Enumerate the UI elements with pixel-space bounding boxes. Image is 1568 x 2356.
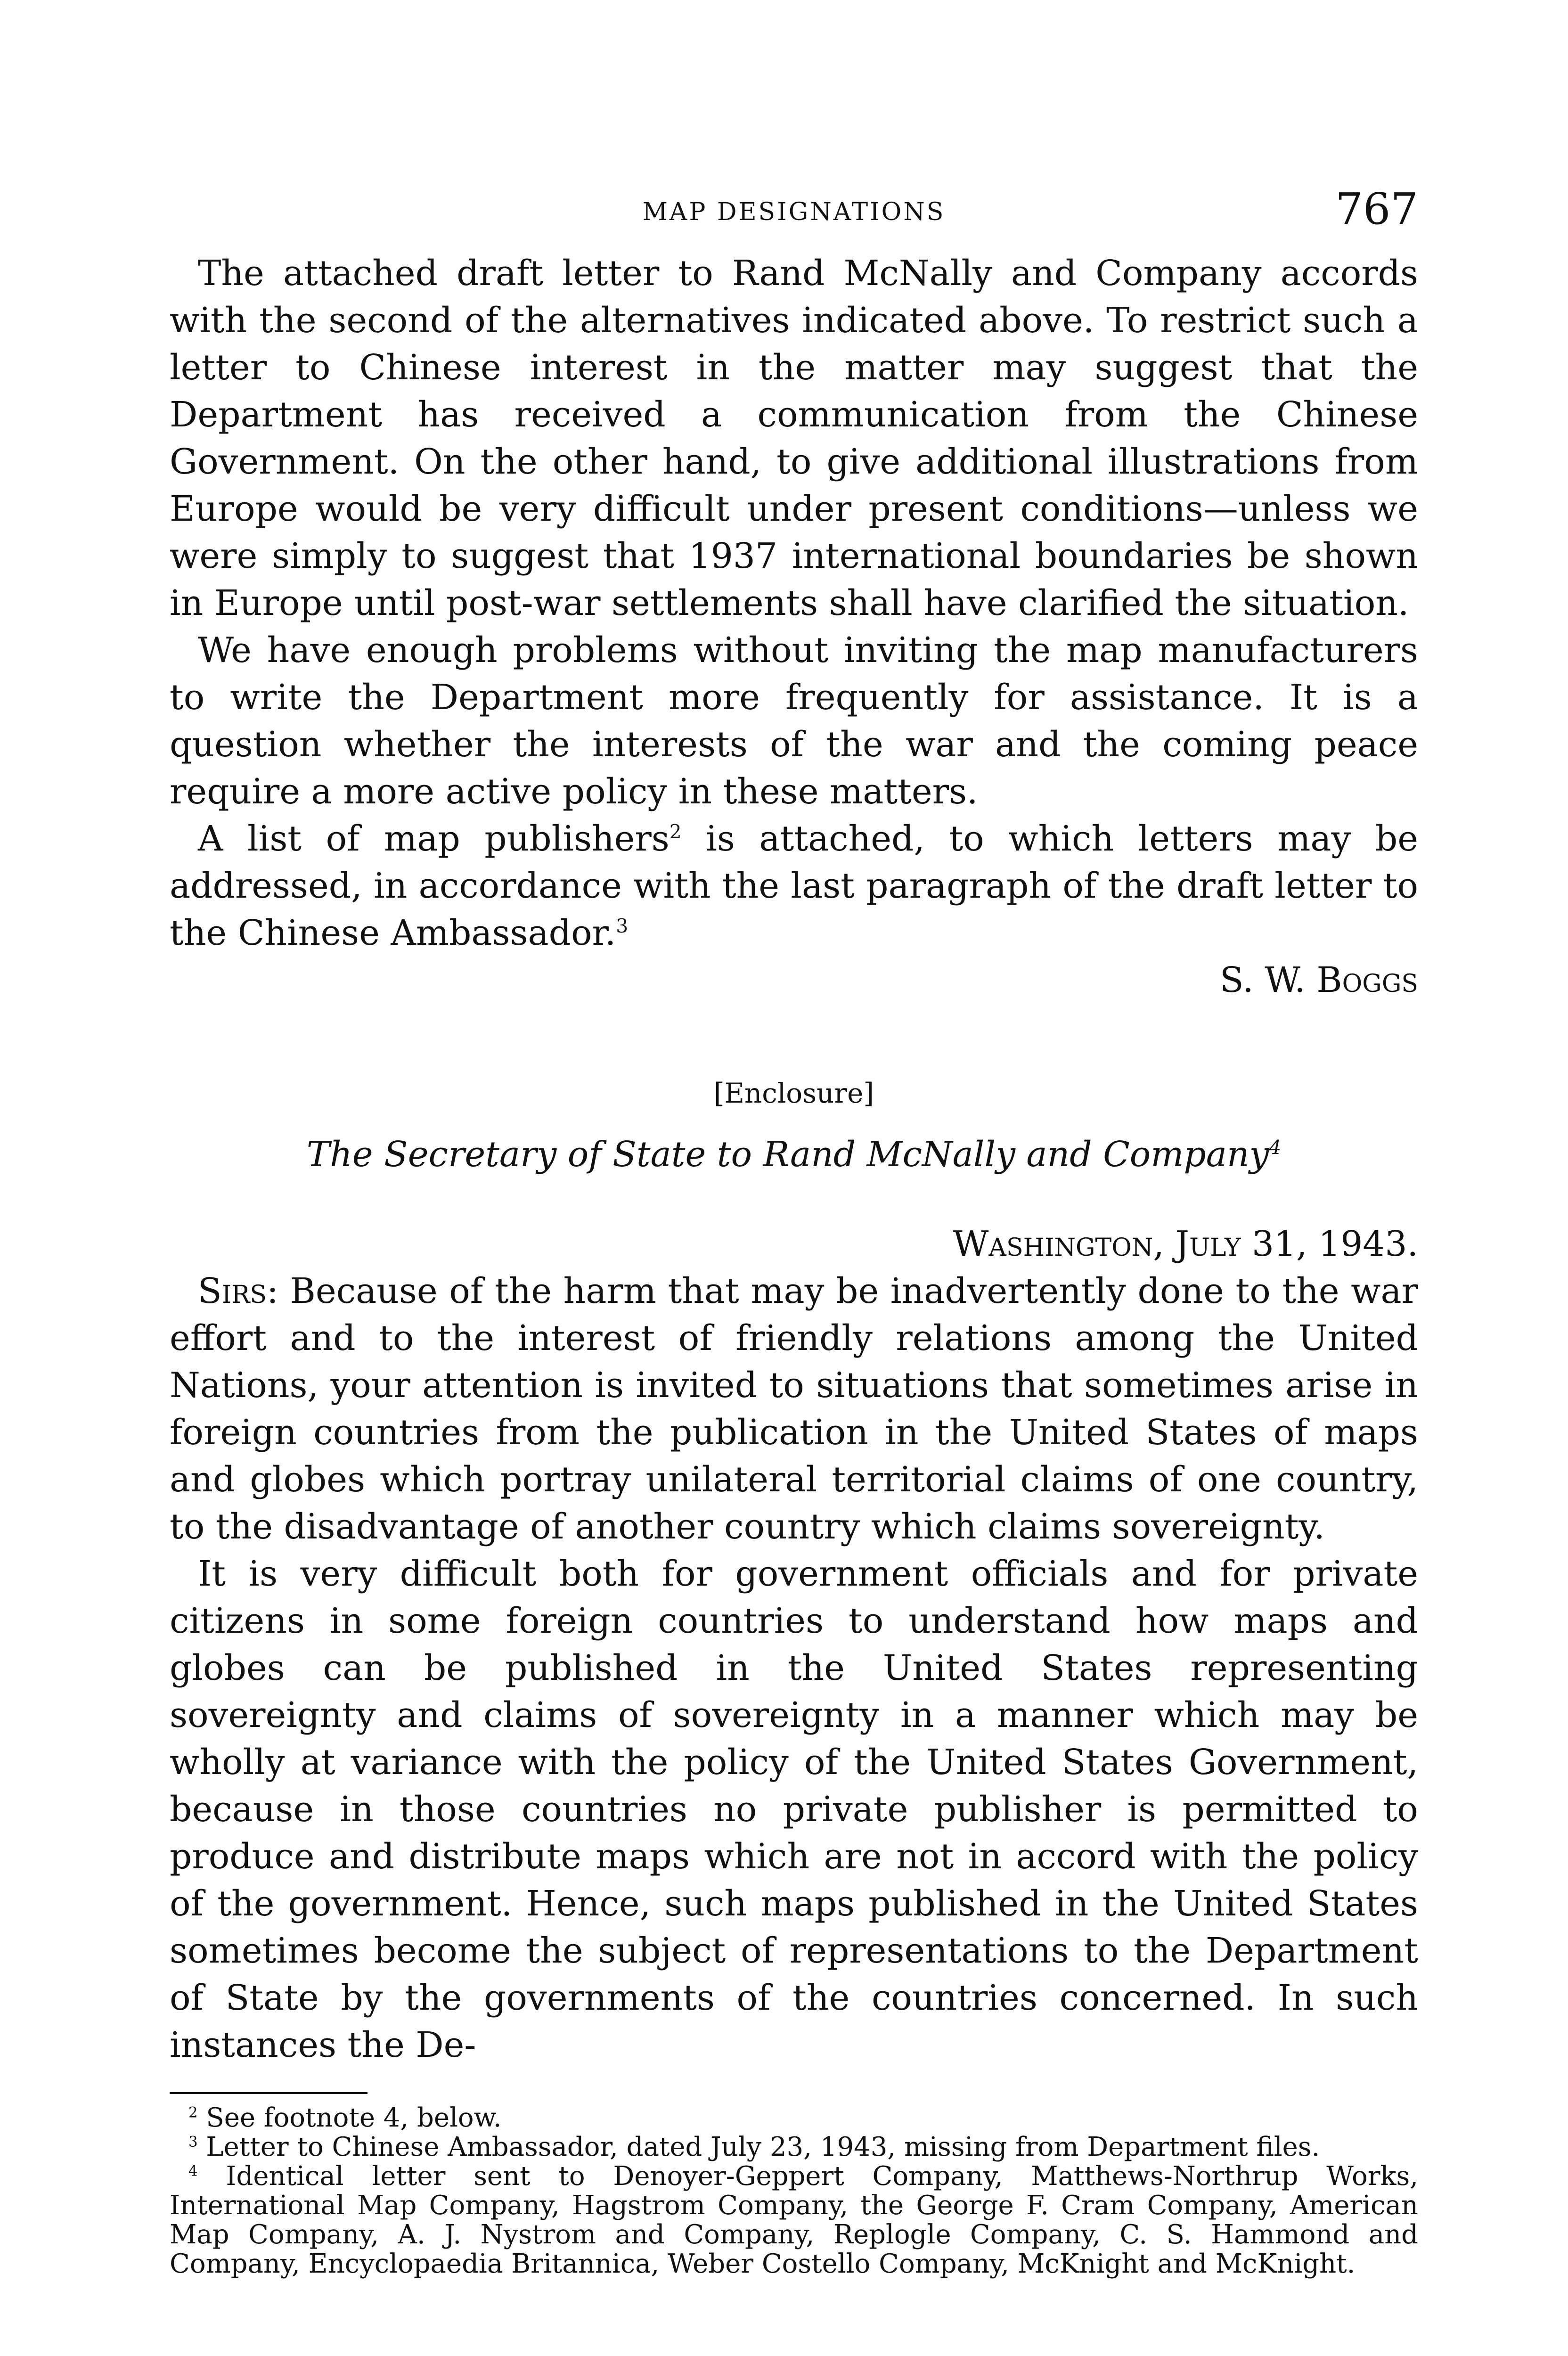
footnotes (170, 2103, 1418, 2279)
memo-paragraph-3-part1: A list of map publishers (198, 818, 670, 859)
footnote-ref-3: 3 (616, 915, 629, 938)
dateline: Washington, July 31, 1943. (953, 1224, 1418, 1264)
footnote-2 (170, 2103, 1418, 2133)
signature: S. W. Boggs (1220, 960, 1418, 1000)
letter-paragraph-1-text: : Because of the harm that may be inadvertently done to the war effort and to the interest of friendly relations among the United Nations, your attention is invited to situations that sometimes arise in foreign countries from the publication in the United States of maps and globes which portray unilateral territorial claims of one country, to the disadvantage of another country which claims sovereignty. (170, 1271, 1418, 1547)
footnote-3-number: 3 (188, 2133, 198, 2151)
footnote-3-text: Letter to Chinese Ambassador, dated July 23, 1943, missing from Department files. (206, 2132, 1320, 2162)
running-title: MAP DESIGNATIONS (642, 198, 946, 226)
memo-paragraph-2: We have enough problems without inviting the map manufacturers to write the Department more frequently for assistance. It is a question whether the interests of the war and the coming peace require a more active policy in these matters. (170, 630, 1418, 812)
document-page (170, 179, 1418, 2279)
letter-paragraph-1 (170, 1268, 1418, 1550)
memo-body (170, 250, 1418, 957)
memo-paragraph-1: The attached draft letter to Rand McNally and Company accords with the second of the alternatives indicated above. To restrict such a letter to Chinese interest in the matter may suggest that the Department has received a communication from the Chinese Government. On the other hand, to give additional illustrations from Europe would be very difficult under present conditions—unless we were simply to suggest that 1937 international boundaries be shown in Europe until post-war settlements shall have clarified the situation. (170, 253, 1418, 623)
enclosure-label: [Enclosure] (713, 1077, 874, 1109)
footnote-2-text: See footnote 4, below. (206, 2102, 502, 2133)
letter-title (170, 1131, 1418, 1178)
running-header (170, 179, 1418, 236)
footnote-2-number: 2 (188, 2104, 198, 2121)
footnote-3 (170, 2133, 1418, 2162)
letter-body (170, 1268, 1418, 2069)
memo-paragraph-3-part2: is attached, to which letters may be addressed, in accordance with the last paragraph of the draft letter to the Chinese Ambassador. (170, 818, 1419, 953)
letter-paragraph-2: It is very difficult both for government officials and for private citizens in some foreign countries to understand how maps and globes can be published in the United States representing sovereignty and claims of sovereignty in a manner which may be wholly at variance with the policy of the United States Government, because in those countries no private publisher is permitted to produce and distribute maps which are not in accord with the policy of the government. Hence, such maps published in the United States sometimes become the subject of representations to the Department of State by the governments of the countries concerned. In such instances the De- (170, 1554, 1418, 2065)
footnote-4-number: 4 (188, 2162, 198, 2180)
footnote-ref-2: 2 (669, 820, 682, 843)
footnote-divider (170, 2092, 368, 2094)
page-number: 767 (1335, 184, 1418, 234)
footnote-4 (170, 2162, 1418, 2279)
letter-title-text: The Secretary of State to Rand McNally and Company (306, 1134, 1269, 1175)
footnote-ref-4: 4 (1269, 1136, 1282, 1159)
footnote-4-text: Identical letter sent to Denoyer-Geppert Company, Matthews-Northrup Works, International Map Company, Hagstrom Company, the George F. Cram Company, American Map Company, A. J. Nystrom and Company, Replogle Company, C. S. Hammond and Company, Encyclopaedia Britannica, Weber Costello Company, McKnight and McKnight. (170, 2161, 1419, 2279)
memo-paragraph-3 (170, 815, 1418, 957)
salutation: Sirs (198, 1271, 267, 1311)
